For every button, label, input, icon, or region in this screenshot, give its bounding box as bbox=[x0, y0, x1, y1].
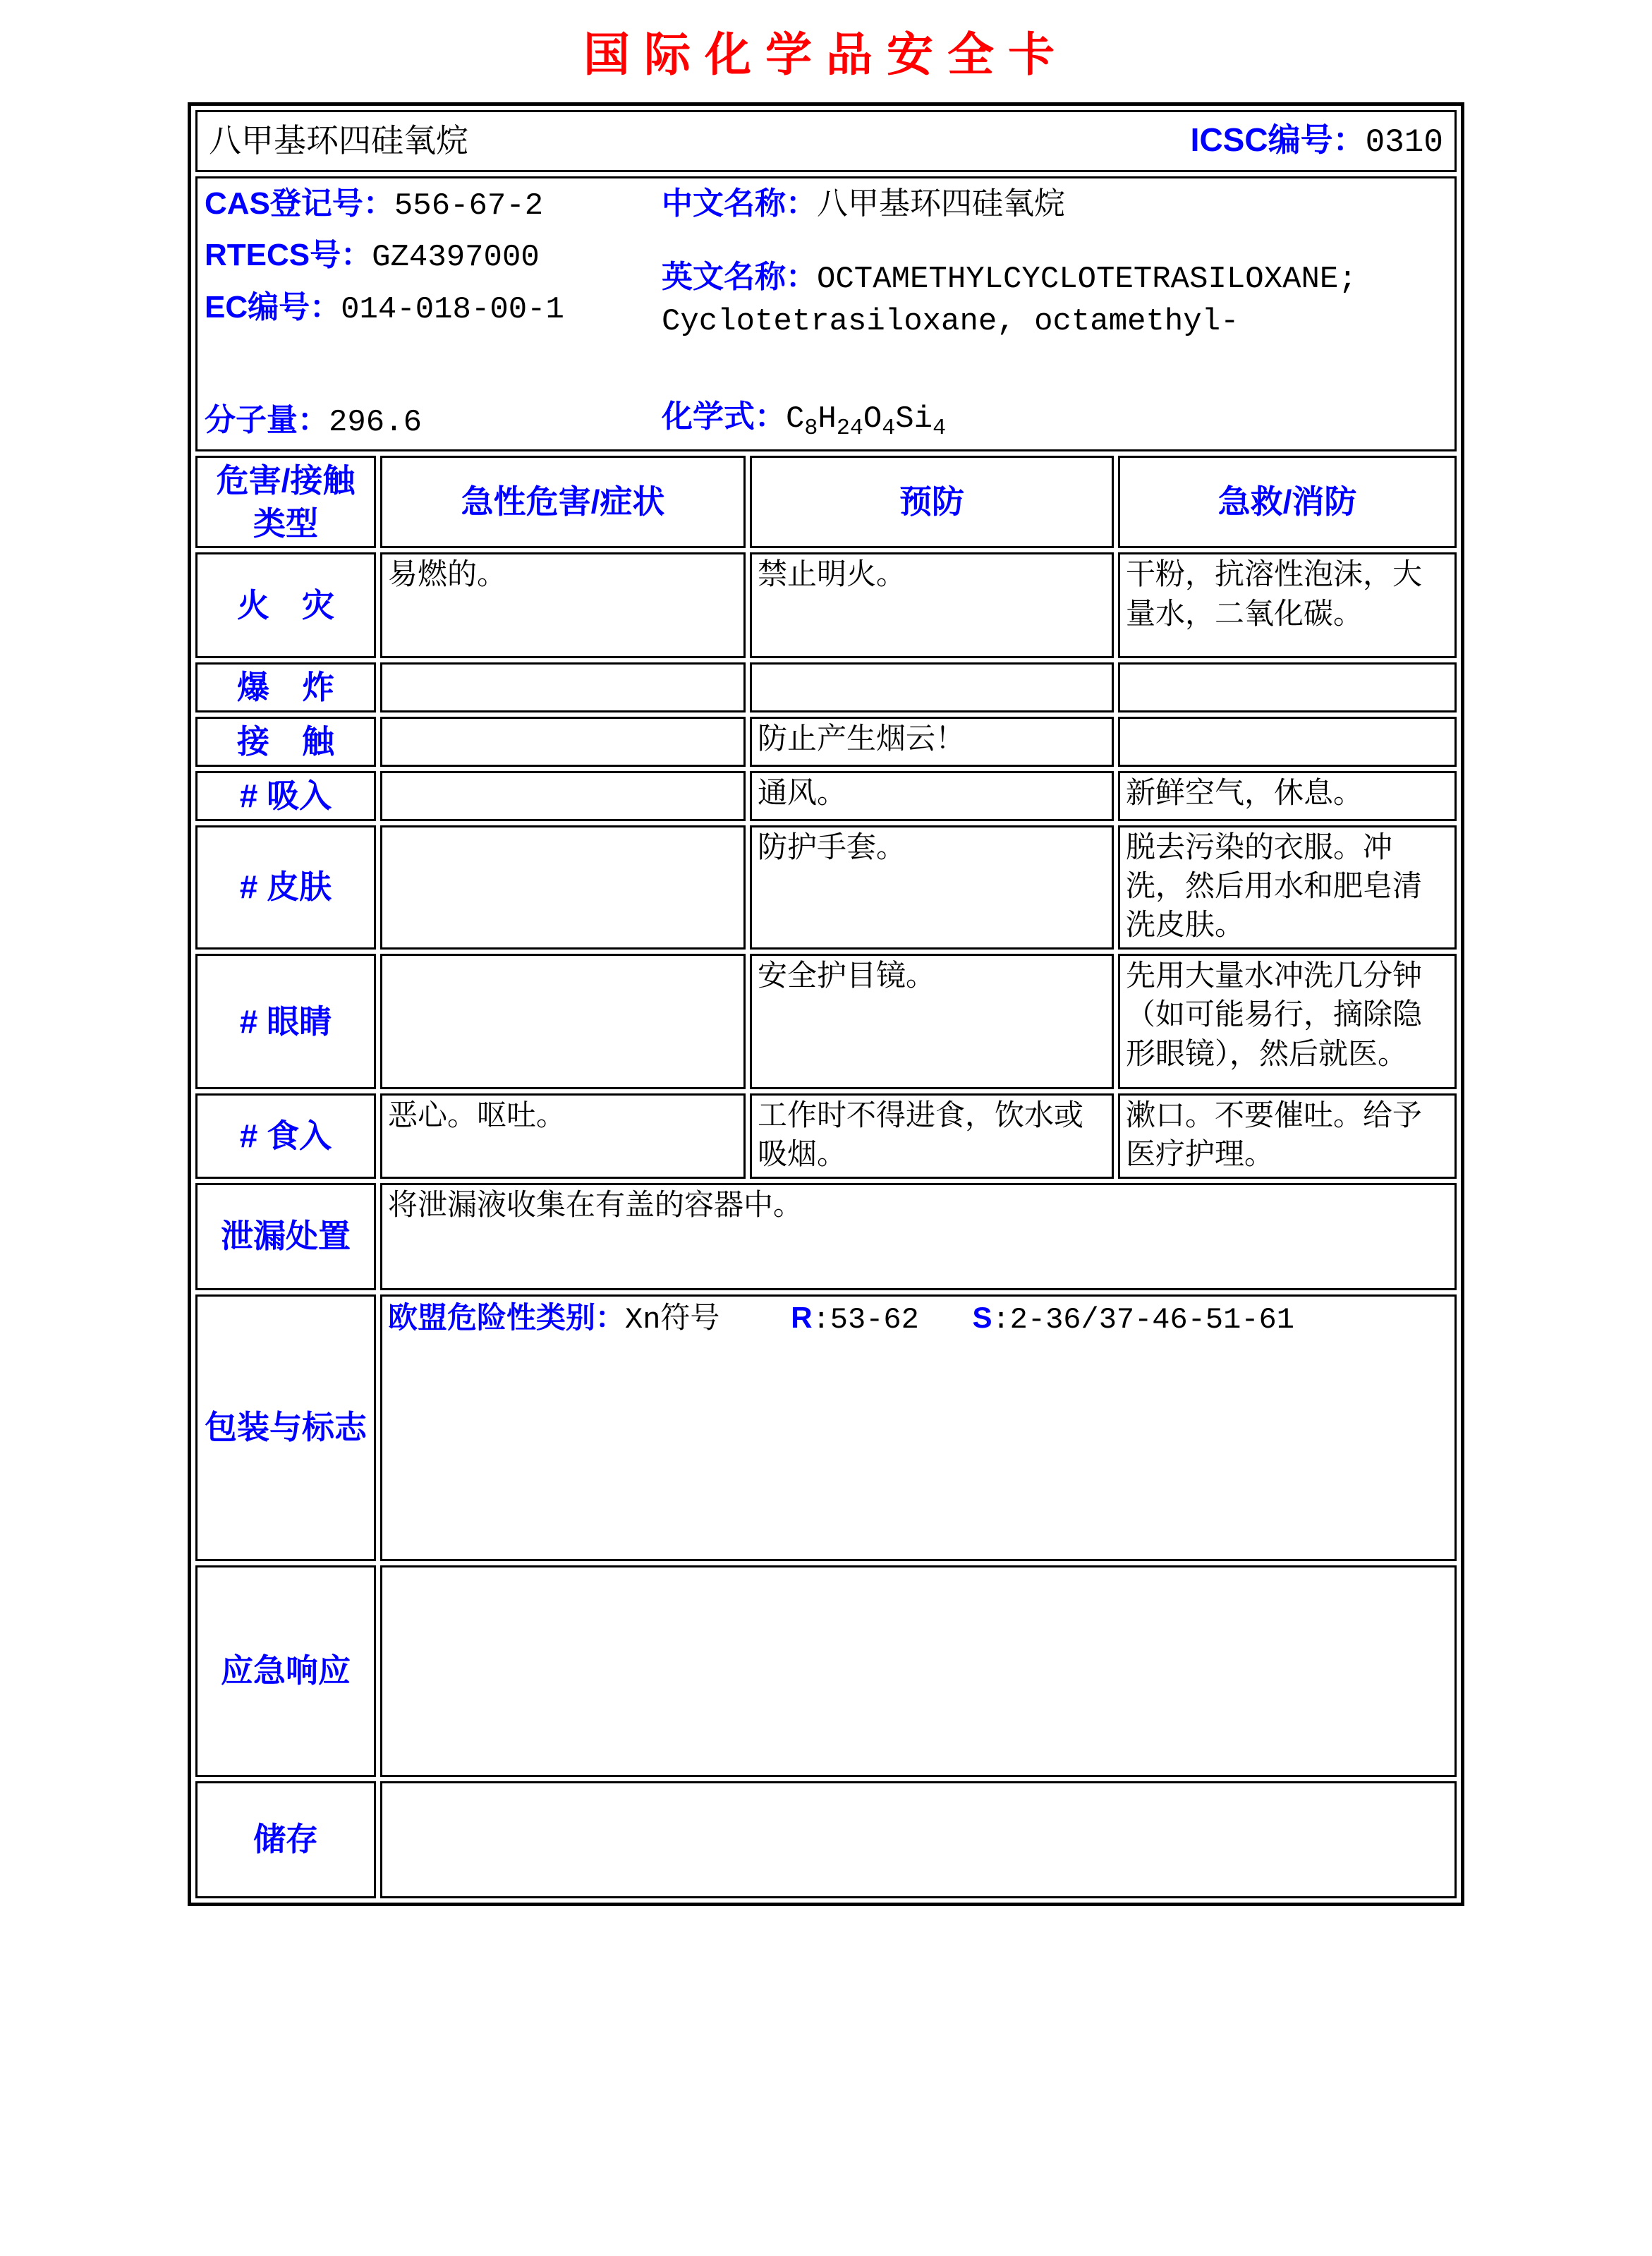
contact-first-aid bbox=[1118, 717, 1457, 767]
chemical-formula: 化学式：$C_8H_{24}O_4Si_4$ bbox=[661, 399, 947, 441]
table-header-row bbox=[195, 456, 1457, 548]
fire-symptoms: 易燃的。 bbox=[380, 552, 746, 658]
molecular-weight: 分子量：296.6 bbox=[204, 402, 423, 440]
row-spill-disposal bbox=[195, 1183, 1457, 1290]
icsc-card-table bbox=[188, 102, 1464, 1906]
explosion-symptoms bbox=[380, 662, 746, 712]
formula-value: $C_8H_{24}O_4Si_4$ bbox=[785, 401, 947, 441]
row-ingestion bbox=[195, 1093, 1457, 1179]
rtecs-number: RTECS号：GZ4397000 bbox=[204, 238, 540, 276]
row-skin bbox=[195, 825, 1457, 950]
row-storage bbox=[195, 1781, 1457, 1898]
row-eyes bbox=[195, 954, 1457, 1089]
row-label-inhalation: # 吸入 bbox=[195, 771, 376, 821]
identifiers-left-column bbox=[205, 184, 662, 442]
eyes-first-aid: 先用大量水冲洗几分钟（如可能易行，摘除隐形眼镜），然后就医。 bbox=[1118, 954, 1457, 1089]
page-title: 国际化学品安全卡 bbox=[583, 28, 1069, 80]
skin-prevention: 防护手套。 bbox=[750, 825, 1114, 950]
header-first-aid: 急救/消防 bbox=[1118, 456, 1457, 548]
row-label-skin: # 皮肤 bbox=[195, 825, 376, 950]
explosion-prevention bbox=[750, 662, 1114, 712]
emergency-content bbox=[380, 1565, 1457, 1777]
identifiers-row bbox=[195, 176, 1457, 451]
row-label-spill: 泄漏处置 bbox=[195, 1183, 376, 1290]
eyes-prevention: 安全护目镜。 bbox=[750, 954, 1114, 1089]
identifiers-right-column bbox=[662, 184, 1447, 442]
cas-number: CAS登记号：556-67-2 bbox=[204, 186, 544, 224]
ingestion-first-aid: 漱口。不要催吐。给予医疗护理。 bbox=[1118, 1093, 1457, 1179]
name-row bbox=[195, 110, 1457, 172]
icsc-number-label: ICSC编号： bbox=[1190, 121, 1366, 158]
packaging-content bbox=[380, 1294, 1457, 1561]
ec-number: EC编号：014-018-00-1 bbox=[204, 289, 564, 327]
header-acute-hazards: 急性危害/症状 bbox=[380, 456, 746, 548]
row-contact bbox=[195, 717, 1457, 767]
ingestion-prevention: 工作时不得进食，饮水或吸烟。 bbox=[750, 1093, 1114, 1179]
row-label-ingestion: # 食入 bbox=[195, 1093, 376, 1179]
english-name: 英文名称：OCTAMETHYLCYCLOTETRASILOXANE; Cyclotetrasiloxane, octamethyl- bbox=[661, 260, 1357, 339]
skin-symptoms bbox=[380, 825, 746, 950]
row-fire bbox=[195, 552, 1457, 658]
storage-content bbox=[380, 1781, 1457, 1898]
row-label-fire: 火 灾 bbox=[195, 552, 376, 658]
fire-first-aid: 干粉，抗溶性泡沫，大量水，二氧化碳。 bbox=[1118, 552, 1457, 658]
chemical-name-cn: 八甲基环四硅氧烷 bbox=[208, 122, 468, 159]
row-packaging-labelling bbox=[195, 1294, 1457, 1561]
fire-prevention: 禁止明火。 bbox=[750, 552, 1114, 658]
row-label-eyes: # 眼睛 bbox=[195, 954, 376, 1089]
row-inhalation bbox=[195, 771, 1457, 821]
icsc-number-group bbox=[1191, 119, 1443, 164]
header-prevention: 预防 bbox=[750, 456, 1114, 548]
row-emergency-response bbox=[195, 1565, 1457, 1777]
icsc-number-value: 0310 bbox=[1365, 123, 1443, 161]
row-label-packaging: 包装与标志 bbox=[195, 1294, 376, 1561]
row-label-contact: 接 触 bbox=[195, 717, 376, 767]
chinese-name: 中文名称：八甲基环四硅氧烷 bbox=[661, 186, 1065, 221]
inhalation-first-aid: 新鲜空气，休息。 bbox=[1118, 771, 1457, 821]
spill-content: 将泄漏液收集在有盖的容器中。 bbox=[380, 1183, 1457, 1290]
eyes-symptoms bbox=[380, 954, 746, 1089]
skin-first-aid: 脱去污染的衣服。冲洗，然后用水和肥皂清洗皮肤。 bbox=[1118, 825, 1457, 950]
row-label-emergency: 应急响应 bbox=[195, 1565, 376, 1777]
row-label-storage: 储存 bbox=[195, 1781, 376, 1898]
inhalation-symptoms bbox=[380, 771, 746, 821]
explosion-first-aid bbox=[1118, 662, 1457, 712]
inhalation-prevention: 通风。 bbox=[750, 771, 1114, 821]
header-hazard-type: 危害/接触类型 bbox=[195, 456, 376, 548]
contact-symptoms bbox=[380, 717, 746, 767]
eu-classification: 欧盟危险性类别：Xn符号 R:53-62 S:2-36/37-46-51-61 bbox=[387, 1300, 1294, 1337]
ingestion-symptoms: 恶心。呕吐。 bbox=[380, 1093, 746, 1179]
row-label-explosion: 爆 炸 bbox=[195, 662, 376, 712]
contact-prevention: 防止产生烟云！ bbox=[750, 717, 1114, 767]
row-explosion bbox=[195, 662, 1457, 712]
